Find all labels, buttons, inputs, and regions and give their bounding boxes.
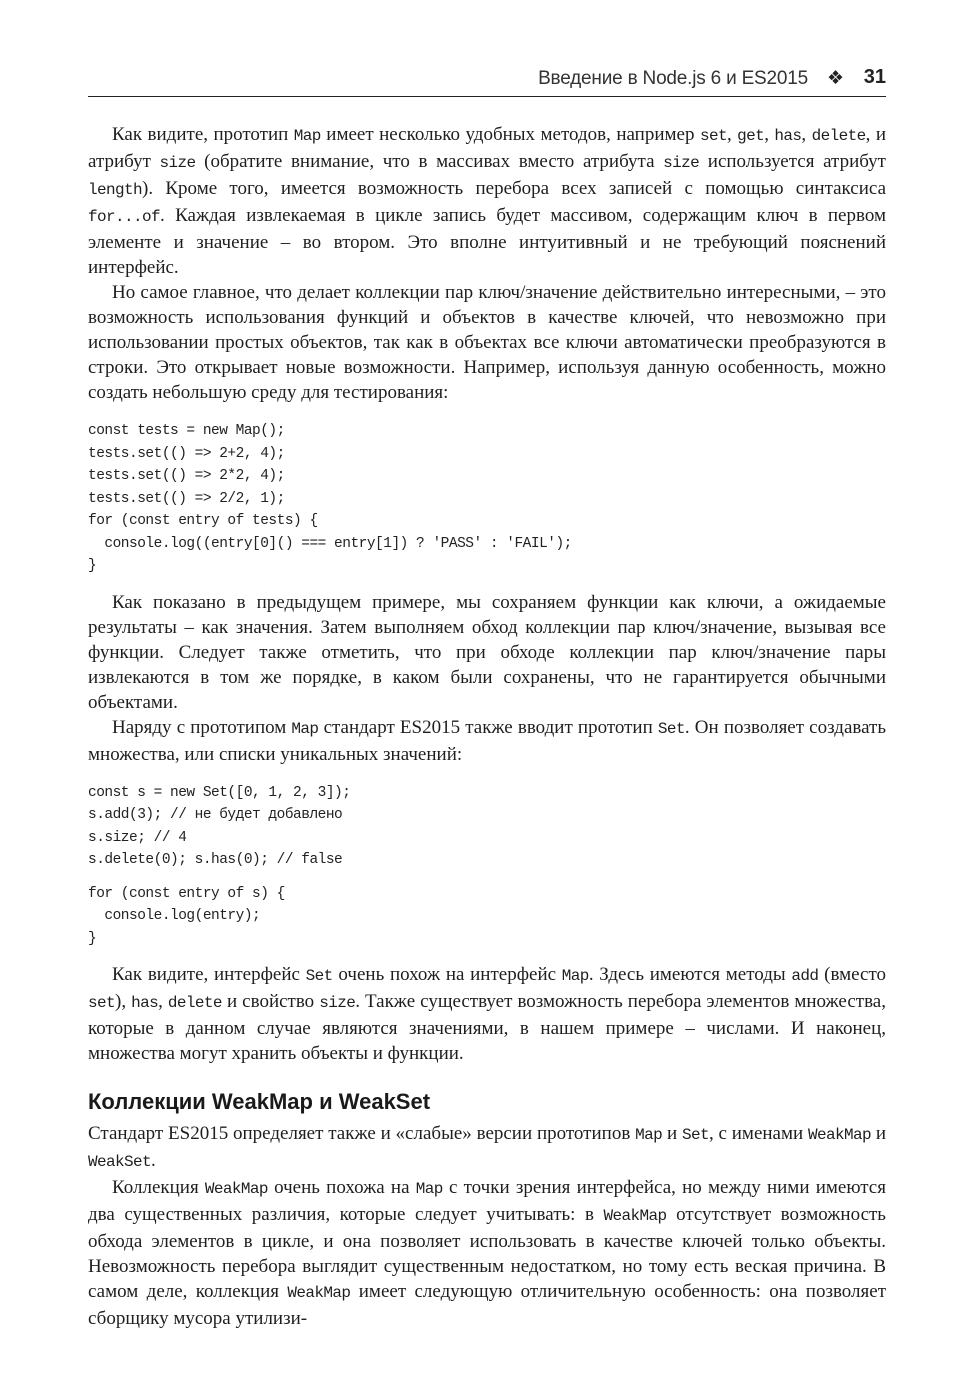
code-block-tests xyxy=(88,420,886,578)
code-line: s.delete(0); s.has(0); // false xyxy=(88,852,343,868)
paragraph-weakmap: Коллекция WeakMap очень похожа на Map с точки зрения интерфейса, но между ними имеются два существенных различия, которые следует учитывать: в WeakMap отсутствует возможность обхода элементов в цикле, и она позволяет использовать в качестве ключей только объекты. Невозможность перебора выглядит существенным недостатком, но тому есть веская причина. В самом деле, коллекция WeakMap имеет следующую отличительную особенность: она позволяет сборщику мусора утилизи- xyxy=(88,1177,886,1329)
code-line: console.log((entry[0]() === entry[1]) ? 'PASS' : 'FAIL'); xyxy=(88,535,572,552)
code-line: tests.set(() => 2/2, 1); xyxy=(88,490,285,507)
paragraph-example-explained: Как показано в предыдущем примере, мы сохраняем функции как ключи, а ожидаемые результаты – как значения. Затем выполняем обход коллекции пар ключ/значение, вызывая все функции. Следует также отметить, что при обходе коллекции пар ключ/значение пары извлекаются в том же порядке, в каком были сохранены, что не гарантируется обычными объектами. xyxy=(88,591,886,713)
paragraph-map-methods: Как видите, прототип Map имеет несколько удобных методов, например set, get, has, delete, и атрибут size (обратите внимание, что в массивах вместо атрибута size используется атрибут length). Кроме того, имеется возможность перебора всех записей с помощью синтаксиса for...of. Каждая извлекаемая в цикле запись будет массивом, содержащим ключ в первом элементе и значение – во втором. Это вполне интуитивный и не требующий пояснений интерфейс. xyxy=(88,124,887,278)
paragraph-weak-intro: Стандарт ES2015 определяет также и «слабые» версии прототипов Map и Set, с именами WeakMap и WeakSet. xyxy=(88,1123,887,1171)
paragraph-set-intro: Наряду с прототипом Map стандарт ES2015 также вводит прототип Set. Он позволяет создавать множества, или списки уникальных значений: xyxy=(88,716,887,765)
code-block-set xyxy=(88,782,886,872)
ornament-icon: ❖ xyxy=(826,68,844,89)
code-line: tests.set(() => 2*2, 4); xyxy=(88,468,285,484)
section-heading: Коллекции WeakMap и WeakSet xyxy=(88,1089,431,1114)
code-line: const s = new Set([0, 1, 2, 3]); xyxy=(88,784,351,801)
code-line: for (const entry of tests) { xyxy=(88,513,318,529)
paragraph-functions-as-keys: Но самое главное, что делает коллекции пар ключ/значение действительно интересными, – это возможность использования функций и объектов в качестве ключей, что невозможно при использовании простых объектов, так как в объектах все ключи автоматически преобразуются в строки. Это открывает новые возможности. Например, используя данную особенность, можно создать небольшую среду для тестирования: xyxy=(88,282,886,403)
code-line: const tests = new Map(); xyxy=(88,423,285,439)
page-body xyxy=(88,122,886,1331)
code-line: s.size; // 4 xyxy=(88,829,187,846)
code-line: } xyxy=(88,558,97,574)
code-line: for (const entry of s) { xyxy=(88,885,285,902)
code-line: console.log(entry); xyxy=(88,908,261,924)
running-title: Введение в Node.js 6 и ES2015 xyxy=(538,68,808,89)
code-line: } xyxy=(88,930,97,947)
page-header xyxy=(88,66,886,97)
code-line: tests.set(() => 2+2, 4); xyxy=(88,445,285,462)
code-line: s.add(3); // не будет добавлено xyxy=(88,807,343,823)
paragraph-set-interface: Как видите, интерфейс Set очень похож на интерфейс Map. Здесь имеются методы add (вместо set), has, delete и свойство size. Также существует возможность перебора элементов множества, которые в данном случае являются значениями, в нашем примере – числами. И наконец, множества могут хранить объекты и функции. xyxy=(88,964,887,1064)
page-number: 31 xyxy=(863,66,886,88)
code-block-set-loop xyxy=(88,883,886,951)
